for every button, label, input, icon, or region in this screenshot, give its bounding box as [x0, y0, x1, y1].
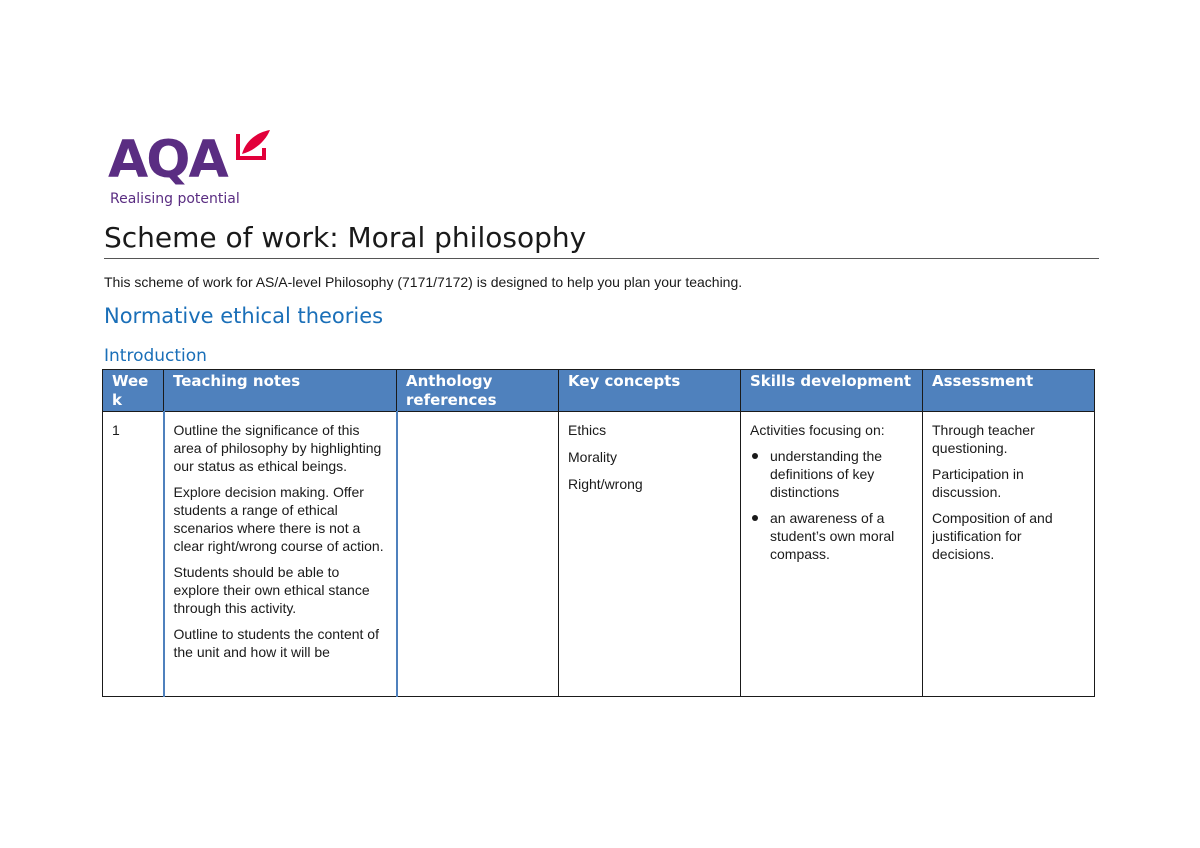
bullet-icon — [752, 515, 758, 521]
assessment-item: Composition of and justification for decisions. — [932, 510, 1053, 562]
intro-text: This scheme of work for AS/A-level Philosophy (7171/7172) is designed to help you plan your teaching. — [104, 274, 743, 290]
aqa-logo — [108, 128, 278, 210]
teaching-note: Explore decision making. Offer students a range of ethical scenarios where there is not a clear right/wrong course of action. — [173, 484, 384, 554]
subsection-heading: Introduction — [104, 346, 207, 366]
scheme-table — [102, 369, 1095, 697]
teaching-note: Outline to students the content of the unit and how it will be — [173, 626, 379, 660]
skill-item-text: understanding the definitions of key distinctions — [770, 448, 883, 500]
cell-teaching-notes — [164, 412, 397, 697]
skills-lead: Activities focusing on: — [750, 422, 885, 438]
header-week: Wee k — [103, 370, 164, 412]
skill-item-text: an awareness of a student’s own moral compass. — [770, 510, 895, 562]
header-assessment: Assessment — [923, 370, 1095, 412]
cell-key-concepts — [559, 412, 741, 697]
logo-tagline: Realising potential — [110, 191, 240, 207]
table-header-row — [103, 370, 1095, 412]
section-heading: Normative ethical theories — [104, 304, 384, 328]
bullet-icon — [752, 453, 758, 459]
list-item — [750, 447, 913, 501]
cell-assessment — [923, 412, 1095, 697]
key-concept: Morality — [568, 449, 618, 465]
skills-list — [750, 447, 913, 563]
teaching-note: Students should be able to explore their own ethical stance through this activity. — [173, 564, 370, 616]
cell-week: 1 — [103, 412, 164, 697]
logo-wordmark: AQA — [108, 130, 227, 190]
page-title: Scheme of work: Moral philosophy — [104, 221, 1099, 259]
assessment-item: Participation in discussion. — [932, 466, 1024, 500]
header-anthology-references: Anthology references — [397, 370, 559, 412]
assessment-item: Through teacher questioning. — [932, 422, 1035, 456]
teaching-note: Outline the significance of this area of philosophy by highlighting our status as ethical beings. — [173, 422, 382, 474]
key-concept: Ethics — [568, 422, 607, 438]
header-teaching-notes: Teaching notes — [164, 370, 397, 412]
cell-anthology-references — [397, 412, 559, 697]
cell-skills-development — [741, 412, 923, 697]
header-key-concepts: Key concepts — [559, 370, 741, 412]
list-item — [750, 509, 913, 563]
header-skills-development: Skills development — [741, 370, 923, 412]
key-concept: Right/wrong — [568, 476, 643, 492]
aqa-swoosh-icon — [234, 128, 272, 162]
table-row — [103, 412, 1095, 697]
